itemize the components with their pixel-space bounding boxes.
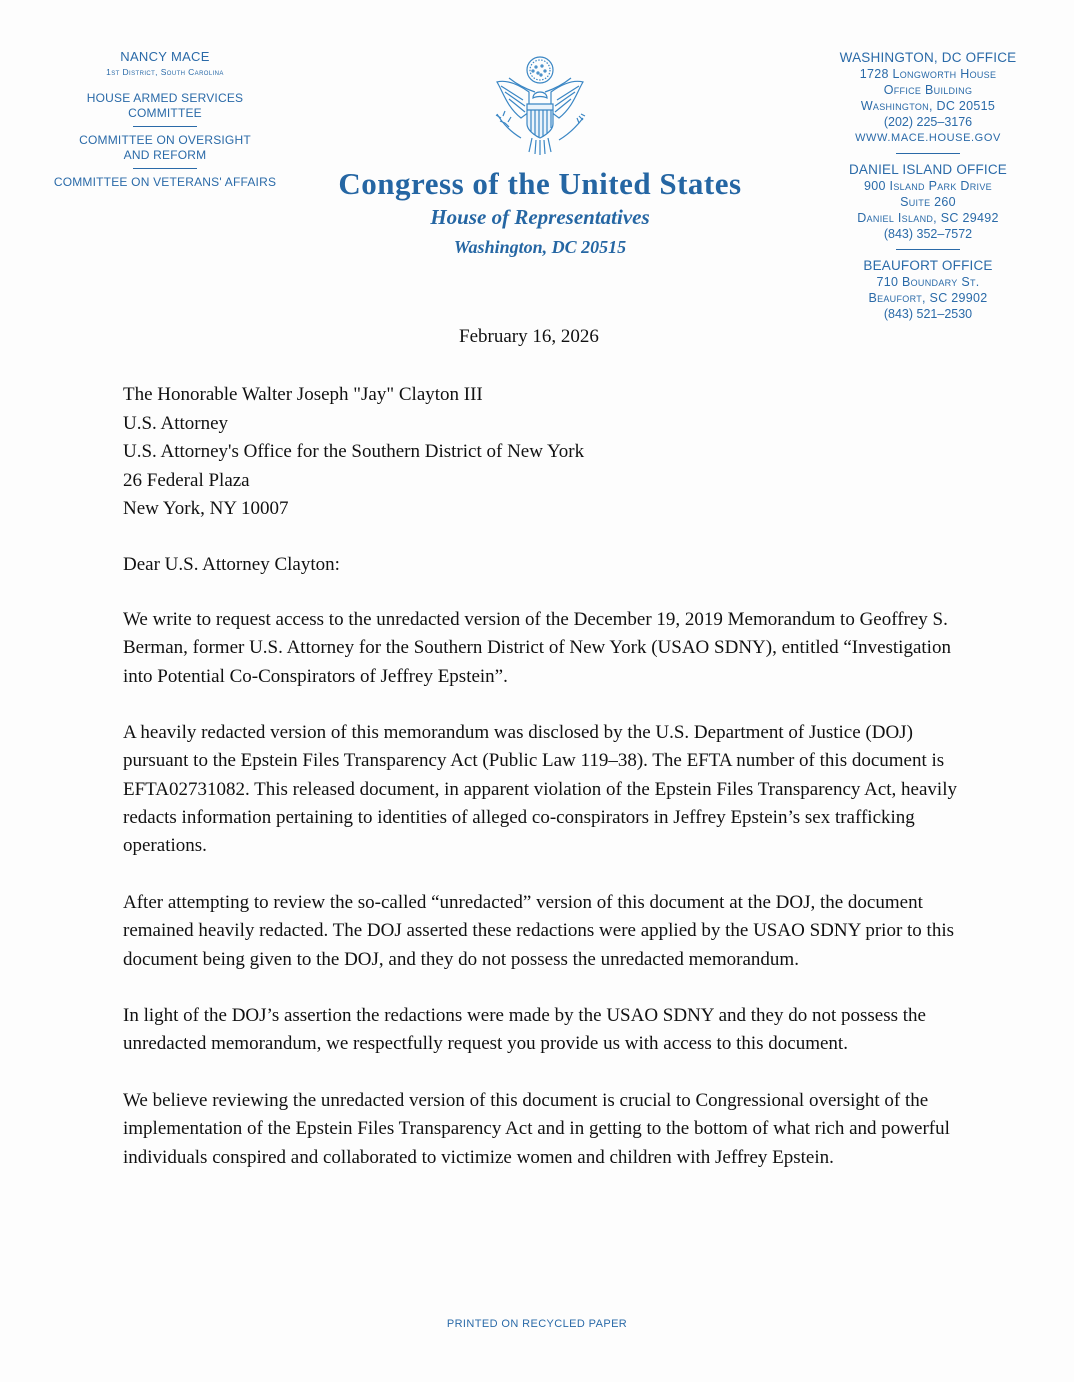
letterhead-center xyxy=(320,52,760,262)
office-name: BEAUFORT OFFICE xyxy=(863,258,993,273)
addressee-name: The Honorable Walter Joseph "Jay" Clayton III xyxy=(123,384,483,405)
addressee-block xyxy=(123,381,584,524)
committee-veterans-affairs xyxy=(40,175,290,190)
committee-line: COMMITTEE ON VETERANS' AFFAIRS xyxy=(53,175,277,189)
committee-armed-services xyxy=(40,91,290,120)
committee-line: AND REFORM xyxy=(123,147,207,162)
committee-line: COMMITTEE xyxy=(128,105,202,120)
office-beaufort xyxy=(820,258,1036,322)
recycled-paper-footer: PRINTED ON RECYCLED PAPER xyxy=(446,1318,628,1330)
office-phone: (202) 225–3176 xyxy=(883,115,973,129)
body-paragraph: A heavily redacted version of this memorandum was disclosed by the U.S. Department of Justice (DOJ) pursuant to the Epstein Files Transparency Act (Public Law 119–38). The EFTA number of this document is EFTA02731082. This released document, in apparent violation of the Epstein Files Transparency Act, heavily redacts information pertaining to identities of alleged co-conspirators in Jeffrey Epstein’s sex trafficking operations. xyxy=(123,722,957,857)
body-paragraph: In light of the DOJ’s assertion the redactions were made by the USAO SDNY and they do not possess the unredacted memorandum, we respectfully request you provide us with access to this document. xyxy=(123,1005,926,1055)
letter-body xyxy=(123,606,963,1200)
addressee-title: U.S. Attorney xyxy=(123,412,229,434)
addressee-office: U.S. Attorney's Office for the Southern District of New York xyxy=(123,441,585,462)
body-paragraph: We believe reviewing the unredacted version of this document is crucial to Congressional oversight of the implementation of the Epstein Files Transparency Act and in getting to the bottom of what rich and powerful individuals conspired and collaborated to victimize women and children with Jeffrey Epstein. xyxy=(123,1090,950,1168)
office-website-link[interactable]: WWW.MACE.HOUSE.GOV xyxy=(855,132,1001,144)
member-name: NANCY MACE xyxy=(120,49,210,64)
body-paragraph: We write to request access to the unredacted version of the December 19, 2019 Memorandum to Geoffrey S. Berman, former U.S. Attorney for the Southern District of New York (USAO SDNY), entitled “Investigation into Potential Co-Conspirators of Jeffrey Epstein”. xyxy=(123,609,951,687)
office-address-line: Washington, DC 20515 xyxy=(860,99,996,113)
office-phone: (843) 352–7572 xyxy=(883,227,973,241)
office-address-line: 1728 Longworth House xyxy=(859,67,997,81)
divider xyxy=(896,249,960,250)
office-daniel-island xyxy=(820,162,1036,242)
office-name: DANIEL ISLAND OFFICE xyxy=(848,162,1008,177)
office-address-line: 900 Island Park Drive xyxy=(864,179,992,193)
office-address-line: Beaufort, SC 29902 xyxy=(868,291,988,305)
divider xyxy=(133,126,197,127)
office-phone: (843) 521–2530 xyxy=(883,307,973,321)
letter-date: February 16, 2026 xyxy=(459,326,599,347)
letterhead-offices xyxy=(820,50,1036,322)
addressee-city: New York, NY 10007 xyxy=(123,498,289,519)
committee-oversight xyxy=(40,133,290,162)
office-address-line: Daniel Island, SC 29492 xyxy=(857,211,999,225)
office-address-line: Suite 260 xyxy=(900,195,956,209)
committee-line: COMMITTEE ON OVERSIGHT xyxy=(79,133,251,147)
office-washington-dc xyxy=(820,50,1036,146)
washington-dc-location: Washington, DC 20515 xyxy=(453,237,627,257)
body-paragraph: After attempting to review the so-called “unredacted” version of this document at the DOJ, the document remained heavily redacted. The DOJ asserted these redactions were applied by the USAO SDNY prior to this document being given to the DOJ, and they do not possess the unredacted memorandum. xyxy=(123,891,955,970)
addressee-street: 26 Federal Plaza xyxy=(123,469,250,491)
great-seal-eagle-icon xyxy=(485,52,595,162)
congress-title: Congress of the United States xyxy=(338,166,742,201)
office-address-line: 710 Boundary St. xyxy=(876,275,980,289)
committee-line: HOUSE ARMED SERVICES xyxy=(86,91,244,105)
house-title: House of Representatives xyxy=(430,205,650,229)
office-address-line: Office Building xyxy=(883,83,973,97)
letterhead-member-info xyxy=(40,49,290,190)
salutation: Dear U.S. Attorney Clayton: xyxy=(123,554,340,575)
member-district: 1st District, South Carolina xyxy=(106,67,224,77)
divider xyxy=(896,153,960,154)
office-name: WASHINGTON, DC OFFICE xyxy=(839,50,1017,65)
divider xyxy=(133,168,197,169)
